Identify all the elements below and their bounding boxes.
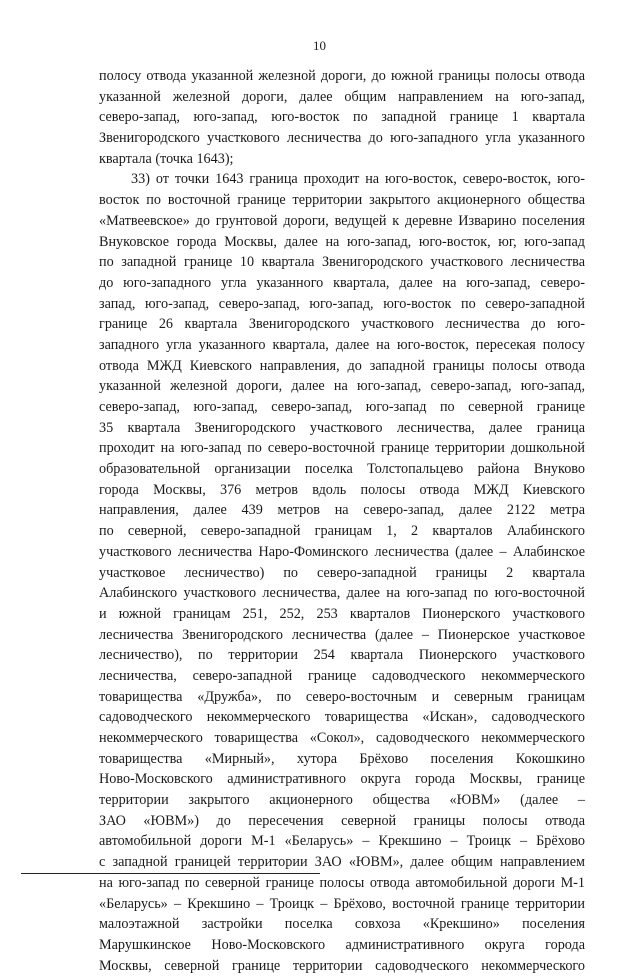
text-line: границе 26 квартала Звенигородского участкового лесничества до юго- — [99, 316, 585, 333]
text-line: товарищества «Дружба», по северо-восточным и северным границам — [99, 688, 585, 705]
text-line: полосу отвода указанной железной дороги, до южной границы полосы отвода — [99, 68, 585, 84]
text-line: с западной границей территории ЗАО «ЮВМ», далее общим направлением — [99, 854, 585, 871]
text-line: лесничество), по территории 254 квартала Пионерского участкового — [99, 647, 585, 664]
text-line: образовательной организации поселка Толстопальцево района Внуково — [99, 461, 585, 478]
text-line: садоводческого некоммерческого товарищества «Искан», садоводческого — [99, 709, 585, 726]
text-line: города Москвы, 376 метров вдоль полосы отвода МЖД Киевского — [99, 481, 585, 498]
text-line: товарищества «Мирный», хутора Брёхово поселения Кокошкино — [99, 750, 585, 767]
text-line: лесничества, северо-западной границе садоводческого некоммерческого — [99, 667, 585, 684]
text-line: по северной, северо-западной границам 1, 2 кварталов Алабинского — [99, 523, 585, 540]
text-line: отвода МЖД Киевского направления, до западной границы полосы отвода — [99, 357, 585, 374]
text-line: до юго-западного угла указанного квартала, далее на юго-запад, северо- — [99, 274, 585, 291]
text-line: восток по восточной границе территории закрытого акционерного общества — [99, 192, 585, 209]
body-text — [99, 66, 585, 976]
text-line: ЗАО «ЮВМ») до пересечения северной границы полосы отвода — [99, 812, 585, 829]
text-line: автомобильной дороги М-1 «Беларусь» – Крекшино – Троицк – Брёхово — [99, 833, 585, 850]
text-line: «Матвеевское» до грунтовой дороги, ведущей к деревне Изварино поселения — [99, 212, 585, 229]
text-line: на юго-запад по северной границе полосы отвода автомобильной дороги М-1 — [99, 874, 585, 891]
text-line: участковое лесничество) по северо-западной границы 2 квартала — [99, 564, 585, 581]
text-line: Звенигородского участкового лесничества до юго-западного угла указанного — [99, 130, 585, 147]
text-line: 35 квартала Звенигородского участкового лесничества, далее граница — [99, 419, 585, 436]
text-line: указанной железной дороги, далее общим направлением на юго-запад, — [99, 88, 585, 105]
text-line: «Беларусь» – Крекшино – Троицк – Брёхово, восточной границе территории — [99, 895, 585, 912]
text-line: некоммерческого товарищества «Сокол», садоводческого некоммерческого — [99, 730, 585, 746]
text-line: по западной границе 10 квартала Звенигородского участкового лесничества — [99, 254, 585, 271]
text-line: северо-запад, юго-запад, юго-восток по западной границе 1 квартала — [99, 109, 585, 126]
text-line: лесничества Звенигородского лесничества (далее – Пионерское участковое — [99, 626, 585, 643]
text-line: участкового лесничества Наро-Фоминского лесничества (далее – Алабинское — [99, 543, 585, 560]
text-line: западного угла указанного квартала, далее на юго-восток, пересекая полосу — [99, 336, 585, 353]
text-line: направления, далее 439 метров на северо-запад, далее 2122 метра — [99, 502, 585, 519]
paragraph-33-start-line: 33) от точки 1643 граница проходит на юго-восток, северо-восток, юго- — [131, 171, 585, 188]
footnote-separator-line — [21, 873, 320, 874]
text-line: северо-запад, юго-запад, северо-запад, юго-запад по северной границе — [99, 399, 585, 415]
text-line: и южной границам 251, 252, 253 кварталов Пионерского участкового — [99, 605, 585, 622]
text-line: Москвы, северной границе территории садоводческого некоммерческого — [99, 957, 585, 974]
text-line: квартала (точка 1643); — [99, 150, 234, 167]
text-line: проходит на юго-запад по северо-восточной границе территории дошкольной — [99, 440, 585, 457]
text-line: Ново-Московского административного округа города Москвы, границе — [99, 771, 585, 788]
text-line: указанной железной дороги, далее на юго-запад, северо-запад, юго-запад, — [99, 378, 585, 395]
text-line: малоэтажной застройки поселка совхоза «Крекшино» поселения — [99, 916, 585, 933]
text-line: запад, юго-запад, северо-запад, юго-запад, юго-восток по северо-западной — [99, 295, 585, 312]
text-line: Марушкинское Ново-Московского административного округа города — [99, 936, 585, 953]
text-line: Алабинского участкового лесничества, далее на юго-запад по юго-восточной — [99, 585, 585, 602]
page-number: 10 — [313, 38, 326, 53]
text-line: территории закрытого акционерного общества «ЮВМ» (далее – — [99, 792, 585, 809]
text-line: Внуковское города Москвы, далее на юго-запад, юго-восток, юг, юго-запад — [99, 233, 585, 250]
